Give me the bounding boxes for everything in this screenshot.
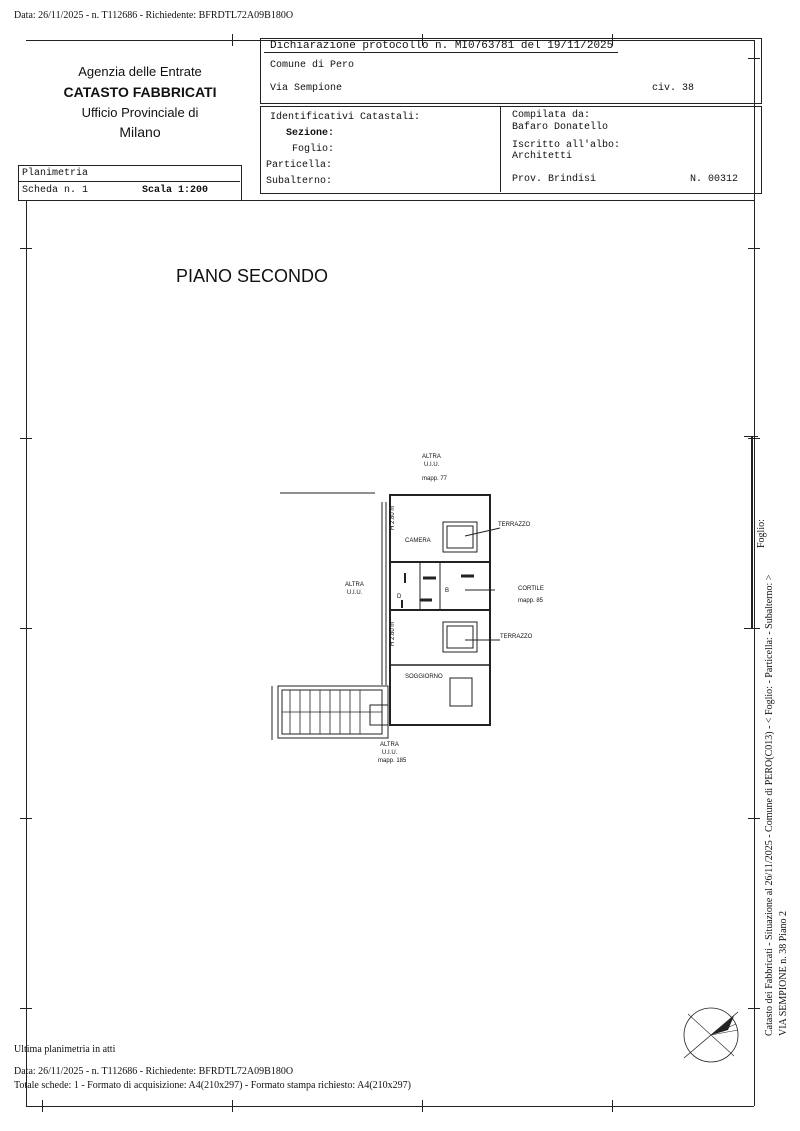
plan-label-mapp-bottom: mapp. 185 [378, 758, 407, 764]
subalterno-label: Subalterno: [266, 176, 333, 187]
scheda-label: Scheda n. 1 [22, 185, 89, 196]
numero-value: N. 00312 [690, 174, 739, 185]
floor-plan [260, 450, 560, 780]
sezione-label: Sezione: [286, 128, 335, 139]
tick-mark [20, 818, 32, 819]
plan-label-altra-bottom: ALTRA [380, 742, 399, 748]
terrace-2-inner [447, 626, 473, 648]
side-cadastral-info: Catasto dei Fabbricati - Situazione al 26/11/2025 - Comune di PERO(C013) - < Foglio: - Particella: - Subalterno: > [764, 574, 775, 1036]
tick-mark [232, 34, 233, 46]
plan-label-soggiorno: SOGGIORNO [405, 674, 443, 680]
footer-metadata: Data: 26/11/2025 - n. T112686 - Richiedente: BFRDTL72A09B180O [14, 1066, 294, 1077]
plan-label-uiu-bottom: U.I.U. [382, 750, 398, 756]
planimetria-title: Planimetria [22, 168, 89, 179]
tick-mark [232, 1100, 233, 1112]
side-bracket-cap [744, 436, 758, 437]
declaration-via: Via Sempione [270, 83, 343, 94]
north-arrow-icon [676, 1000, 746, 1070]
plan-label-altra-top: ALTRA [422, 454, 441, 460]
identificativi-divider [500, 106, 501, 192]
iscritto-label: Iscritto all'albo: [512, 140, 621, 151]
plan-label-height-soggiorno: H 2.80 m [390, 621, 396, 646]
scala-label: Scala 1:200 [142, 185, 209, 196]
tick-mark [20, 628, 32, 629]
tick-mark [20, 1008, 32, 1009]
agency-catasto: CATASTO FABBRICATI [63, 84, 217, 100]
fixture [450, 678, 472, 706]
plan-label-d: D [397, 594, 402, 600]
tick-mark [20, 248, 32, 249]
top-metadata: Data: 26/11/2025 - n. T112686 - Richiedente: BFRDTL72A09B180O [14, 10, 294, 21]
particella-label: Particella: [266, 160, 333, 171]
terrace-1-inner [447, 526, 473, 548]
frame-right-line [754, 40, 755, 1106]
protocol-underline [264, 52, 618, 53]
tick-mark [20, 438, 32, 439]
plan-label-mapp-cortile: mapp. 85 [518, 598, 544, 604]
plan-label-altra-left: ALTRA [345, 582, 364, 588]
agency-name: Agenzia delle Entrate [78, 64, 202, 79]
tick-mark [748, 818, 760, 819]
plan-label-terrazzo-1: TERRAZZO [498, 522, 531, 528]
declaration-protocol: Dichiarazione protocollo n. MI0763781 del 19/11/2025 [270, 40, 614, 52]
tick-mark [748, 438, 760, 439]
ultima-planimetria: Ultima planimetria in atti [14, 1044, 116, 1055]
compilata-label: Compilata da: [512, 110, 591, 121]
tick-mark [748, 248, 760, 249]
declaration-comune: Comune di Pero [270, 60, 355, 71]
albo-value: Architetti [512, 151, 573, 162]
plan-label-mapp-top: mapp. 77 [422, 476, 448, 482]
identificativi-title: Identificativi Catastali: [270, 112, 421, 123]
plan-label-uiu-left: U.I.U. [347, 590, 363, 596]
side-bracket [751, 436, 753, 628]
tick-mark [748, 1008, 760, 1009]
tick-mark [612, 1100, 613, 1112]
side-bracket-cap [744, 628, 758, 629]
plan-label-height-camera: H 2.80 m [390, 505, 396, 530]
plan-label-b: B [445, 588, 450, 594]
tick-mark [42, 1100, 43, 1112]
foglio-label: Foglio: [292, 144, 335, 155]
plan-label-terrazzo-2: TERRAZZO [500, 634, 533, 640]
side-address-info: VIA SEMPIONE n. 38 Piano 2 [778, 910, 789, 1036]
planimetria-divider [18, 181, 240, 182]
declaration-civ: civ. 38 [652, 83, 695, 94]
floor-title: PIANO SECONDO [176, 266, 329, 286]
compilata-name: Bafaro Donatello [512, 122, 609, 133]
frame-left-line [26, 200, 27, 1106]
footer-totale: Totale schede: 1 - Formato di acquisizione: A4(210x297) - Formato stampa richiesto: A4(210x297) [14, 1080, 411, 1091]
landing [370, 705, 388, 725]
frame-bottom-line [26, 1106, 754, 1107]
stair-steps [282, 690, 382, 734]
plan-label-uiu-top: U.I.U. [424, 462, 440, 468]
leader-line [465, 528, 500, 536]
agency-city: Milano [119, 124, 161, 140]
plan-label-camera: CAMERA [405, 538, 431, 544]
agency-ufficio: Ufficio Provinciale di [81, 105, 199, 120]
tick-mark [422, 1100, 423, 1112]
side-bracket-label: Foglio: [756, 519, 767, 548]
plan-label-cortile: CORTILE [518, 586, 544, 592]
prov-value: Prov. Brindisi [512, 174, 597, 185]
